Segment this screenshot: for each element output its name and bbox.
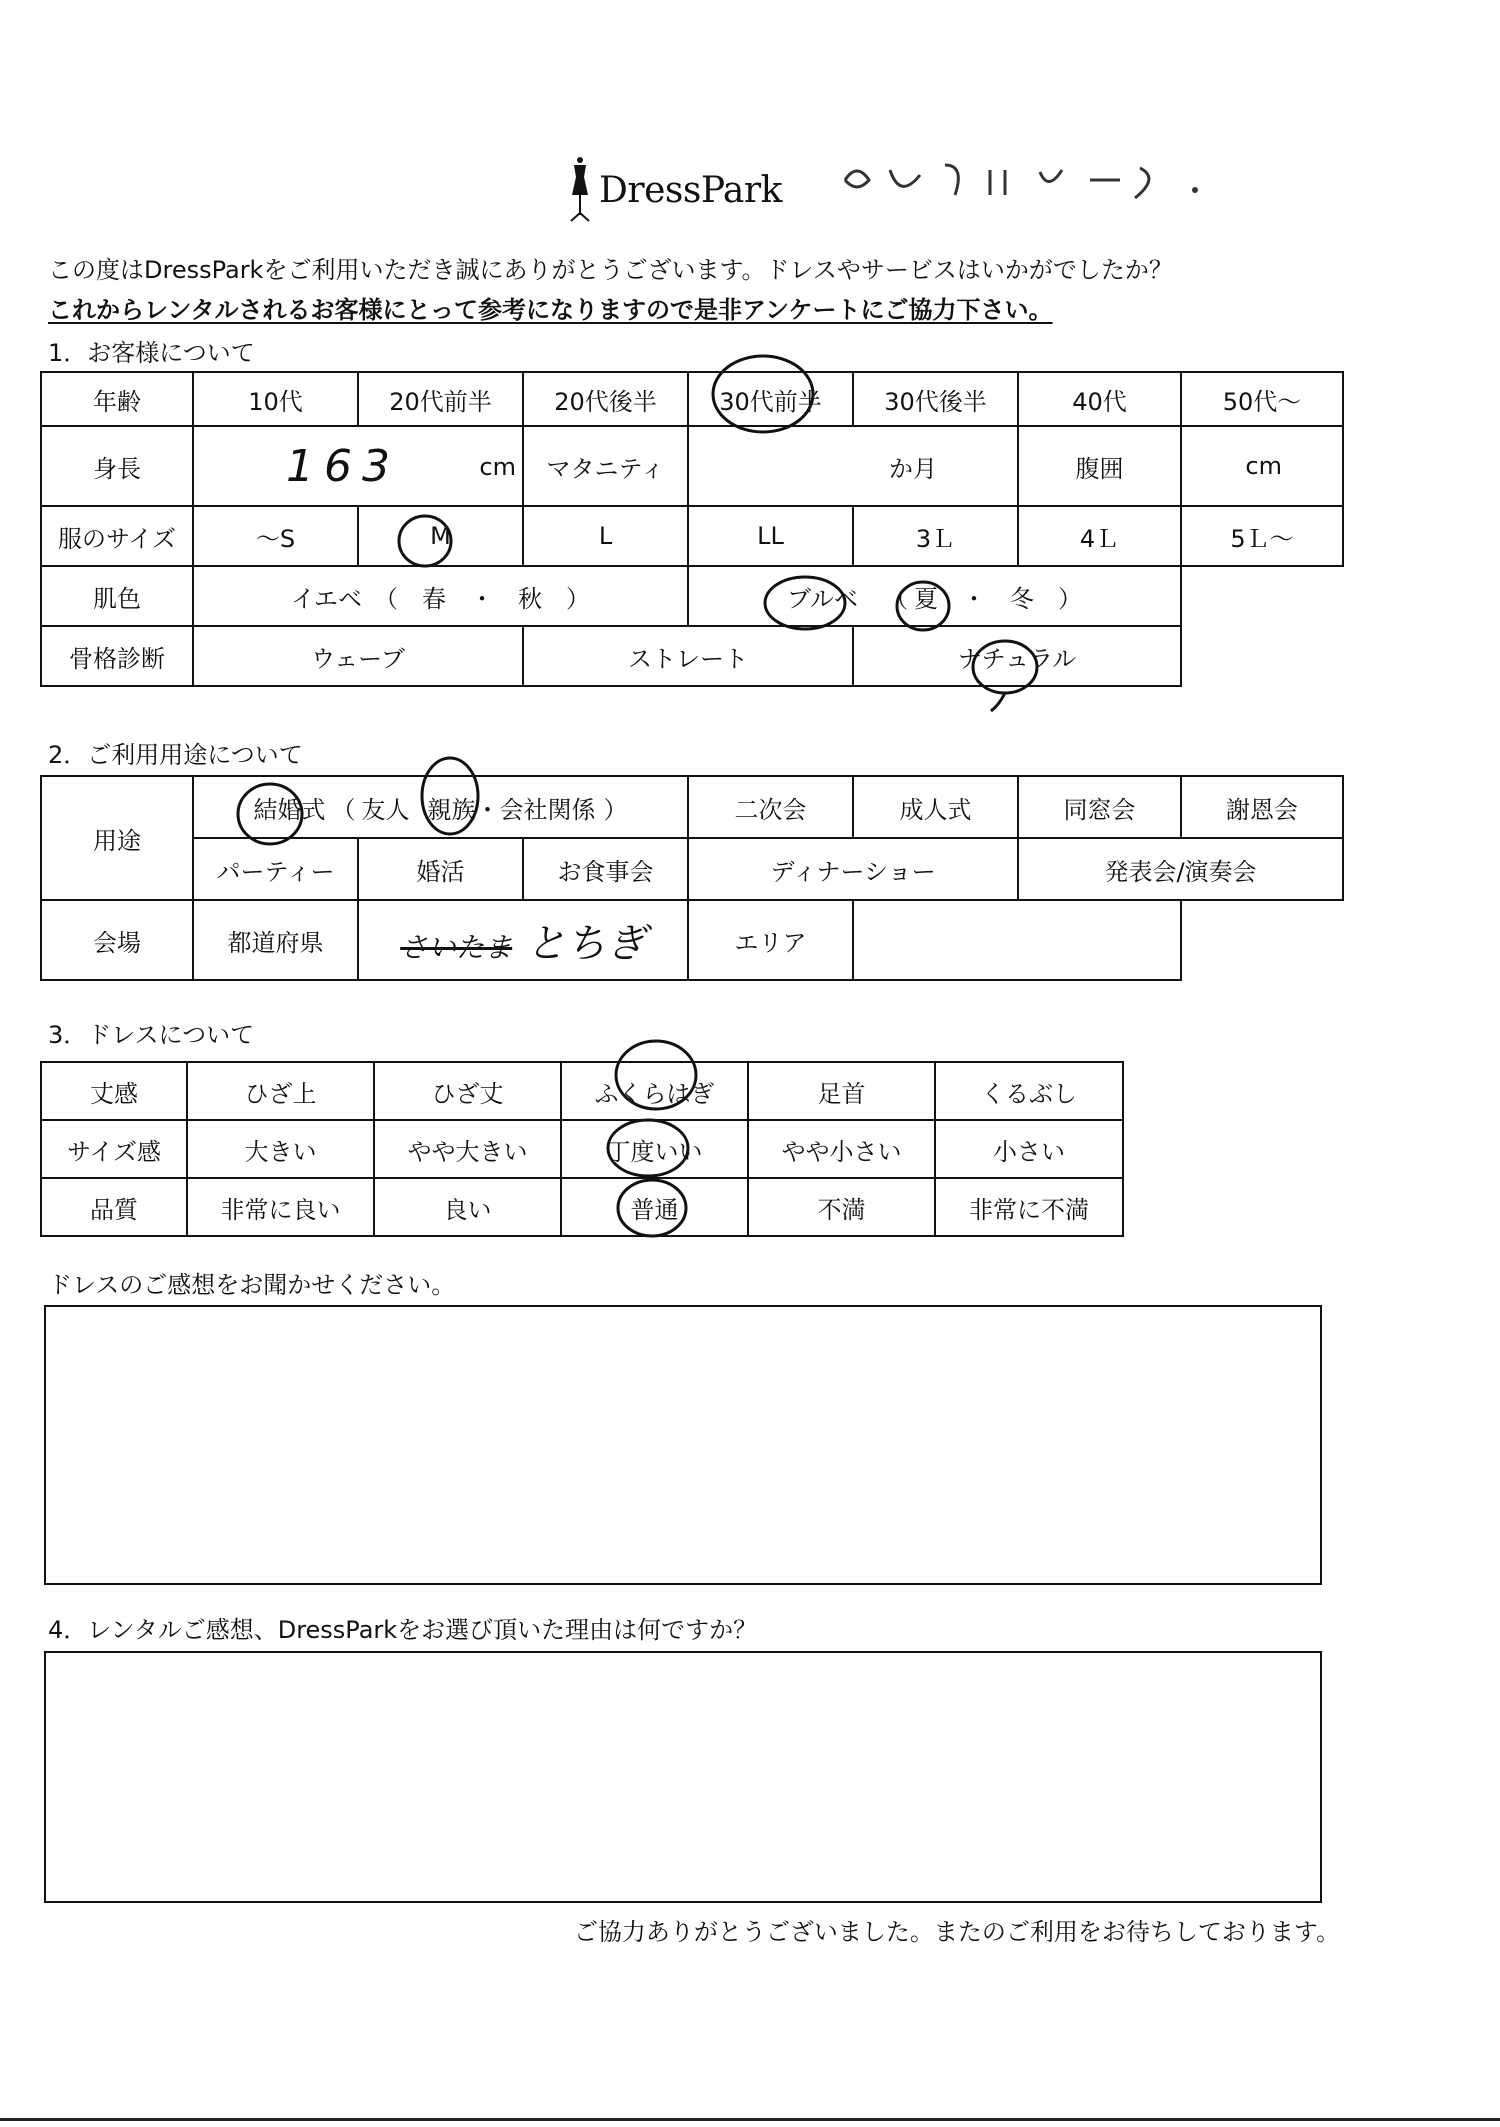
- length-option[interactable]: ひざ上: [187, 1062, 374, 1120]
- use-option[interactable]: お食事会: [523, 838, 688, 900]
- quality-option[interactable]: 不満: [748, 1178, 935, 1236]
- area-label: エリア: [688, 900, 853, 980]
- fit-option-selected[interactable]: 丁度いい: [561, 1120, 748, 1178]
- size-option[interactable]: ～S: [193, 506, 358, 566]
- wedding-friend[interactable]: 友人: [361, 795, 410, 824]
- rental-comment-box[interactable]: [44, 1651, 1322, 1903]
- pref-field[interactable]: [358, 900, 688, 980]
- section2-title: 2．ご利用用途について: [48, 741, 303, 769]
- age-option[interactable]: 10代: [193, 372, 358, 426]
- frame-label: 骨格診断: [41, 626, 193, 686]
- fit-option[interactable]: やや大きい: [374, 1120, 561, 1178]
- section1-title: 1．お客様について: [48, 339, 255, 367]
- pref-struck: さいたま: [400, 930, 513, 964]
- venue-label: 会場: [41, 900, 193, 980]
- skin-summer[interactable]: 夏: [914, 584, 939, 613]
- fit-label: サイズ感: [41, 1120, 187, 1178]
- intro-request: これからレンタルされるお客様にとって参考になりますので是非アンケートにご協力下さい。: [48, 296, 1053, 324]
- brand-logo: [565, 150, 782, 230]
- section4-title: 4．レンタルご感想、DressParkをお選び頂いた理由は何ですか？: [48, 1616, 758, 1644]
- size-option-selected[interactable]: M: [358, 506, 523, 566]
- waist-label: 腹囲: [1018, 426, 1181, 506]
- size-option[interactable]: L: [523, 506, 688, 566]
- age-option[interactable]: 40代: [1018, 372, 1181, 426]
- bleed-through-scribble: [840, 150, 1220, 210]
- use-option[interactable]: 発表会/演奏会: [1018, 838, 1343, 900]
- age-option-selected[interactable]: 30代前半: [688, 372, 853, 426]
- use-label: 用途: [41, 776, 193, 900]
- wedding-relative[interactable]: 親族: [427, 795, 476, 824]
- height-unit: cm: [479, 453, 516, 481]
- quality-option-selected[interactable]: 普通: [561, 1178, 748, 1236]
- length-option[interactable]: 足首: [748, 1062, 935, 1120]
- maternity-label: マタニティ: [523, 426, 688, 506]
- waist-unit[interactable]: cm: [1181, 426, 1343, 506]
- footer-thanks: ご協力ありがとうございました。またのご利用をお待ちしております。: [573, 1918, 1340, 1946]
- frame-option[interactable]: ウェーブ: [193, 626, 523, 686]
- length-option-selected[interactable]: ふくらはぎ: [561, 1062, 748, 1120]
- brand-name: DressPark: [599, 169, 782, 211]
- page-bottom-edge: [0, 2118, 1500, 2121]
- use-option[interactable]: 二次会: [688, 776, 853, 838]
- wedding-label[interactable]: 結婚式: [253, 795, 326, 824]
- fit-option[interactable]: やや小さい: [748, 1120, 935, 1178]
- quality-option[interactable]: 非常に良い: [187, 1178, 374, 1236]
- height-label: 身長: [41, 426, 193, 506]
- dress-comment-prompt: ドレスのご感想をお聞かせください。: [48, 1271, 456, 1299]
- use-option[interactable]: 成人式: [853, 776, 1018, 838]
- frame-option-selected[interactable]: ナチュラル: [853, 626, 1181, 686]
- length-option[interactable]: ひざ丈: [374, 1062, 561, 1120]
- section3-title: 3．ドレスについて: [48, 1021, 255, 1049]
- quality-label: 品質: [41, 1178, 187, 1236]
- skin-blue-option[interactable]: [688, 566, 1181, 626]
- size-option[interactable]: 3Ｌ: [853, 506, 1018, 566]
- skin-yellow-option[interactable]: イエベ （ 春 ・ 秋 ）: [193, 566, 688, 626]
- use-option[interactable]: ディナーショー: [688, 838, 1018, 900]
- use-option[interactable]: 同窓会: [1018, 776, 1181, 838]
- height-value[interactable]: 163: [286, 441, 400, 492]
- age-option[interactable]: 20代後半: [523, 372, 688, 426]
- maternity-months[interactable]: か月: [688, 426, 1018, 506]
- size-option[interactable]: 4Ｌ: [1018, 506, 1181, 566]
- skin-blue-label[interactable]: ブルベ: [786, 584, 859, 613]
- skin-blue-rest: ・ 冬 ）: [962, 584, 1083, 613]
- dress-comment-box[interactable]: [44, 1305, 1322, 1585]
- fit-option[interactable]: 大きい: [187, 1120, 374, 1178]
- wedding-close: ）: [603, 795, 628, 824]
- size-option[interactable]: LL: [688, 506, 853, 566]
- dress-table: [40, 1061, 1124, 1237]
- wedding-company[interactable]: 会社関係: [499, 795, 596, 824]
- wedding-open: （: [331, 795, 356, 824]
- age-option[interactable]: 20代前半: [358, 372, 523, 426]
- size-label: 服のサイズ: [41, 506, 193, 566]
- usage-table: [40, 775, 1344, 981]
- area-field[interactable]: [853, 900, 1181, 980]
- customer-table: [40, 371, 1344, 687]
- age-option[interactable]: 50代～: [1181, 372, 1343, 426]
- skin-blue-open: （: [884, 584, 909, 613]
- age-option[interactable]: 30代後半: [853, 372, 1018, 426]
- dress-form-icon: [565, 155, 595, 225]
- intro-text: この度はDressParkをご利用いただき誠にありがとうございます。ドレスやサービスはいかがでしたか？: [48, 256, 1173, 284]
- quality-option[interactable]: 良い: [374, 1178, 561, 1236]
- use-option[interactable]: 婚活: [358, 838, 523, 900]
- wedding-option[interactable]: [193, 776, 688, 838]
- frame-option[interactable]: ストレート: [523, 626, 853, 686]
- fit-option[interactable]: 小さい: [935, 1120, 1123, 1178]
- use-option[interactable]: 謝恩会: [1181, 776, 1343, 838]
- skin-label: 肌色: [41, 566, 193, 626]
- pref-label: 都道府県: [193, 900, 358, 980]
- size-option[interactable]: 5Ｌ～: [1181, 506, 1343, 566]
- wedding-sep: ・: [475, 795, 500, 824]
- quality-option[interactable]: 非常に不満: [935, 1178, 1123, 1236]
- use-option[interactable]: パーティー: [193, 838, 358, 900]
- length-label: 丈感: [41, 1062, 187, 1120]
- length-option[interactable]: くるぶし: [935, 1062, 1123, 1120]
- age-label: 年齢: [41, 372, 193, 426]
- pref-value[interactable]: とちぎ: [525, 920, 646, 967]
